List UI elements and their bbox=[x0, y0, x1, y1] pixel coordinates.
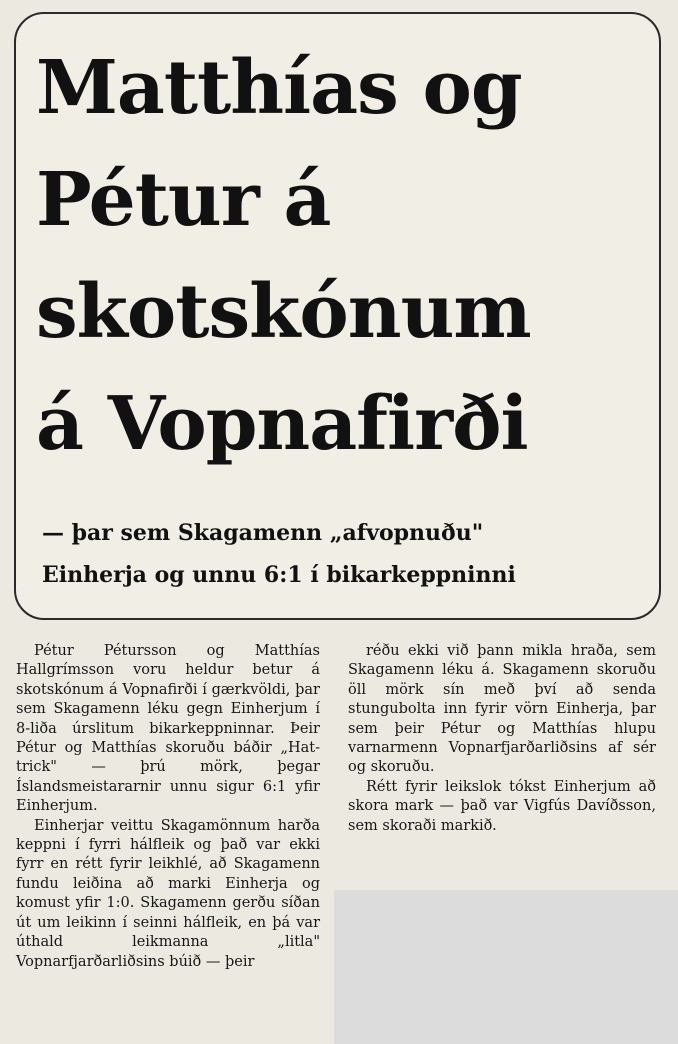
headline bbox=[36, 32, 646, 480]
article-paragraph: Einherjar veittu Skagamönnum harða keppni í fyrri hálfleik og það var ekki fyrr en rétt fyrir leikhlé, að Skagamenn fundu leiðina að marki Einherja og komust yfir 1:0. Skagamenn gerðu síðan út um leikinn í seinni hálfleik, en þá var úthald leikmanna „litla" Vopnarfjarðarliðsins búið — þeir bbox=[16, 817, 320, 970]
subheadline-line: Einherja og unnu 6:1 í bikarkeppninni bbox=[42, 562, 516, 588]
article-paragraph: Rétt fyrir leikslok tókst Einherjum að skora mark — það var Vigfús Davíðsson, sem skoraði markið. bbox=[348, 778, 656, 834]
subheadline bbox=[42, 512, 652, 596]
headline-line: á Vopnafirði bbox=[36, 381, 528, 467]
headline-line: Pétur á bbox=[36, 157, 331, 243]
blank-scan-area bbox=[334, 890, 678, 1044]
subheadline-line: — þar sem Skagamenn „afvopnuðu" bbox=[42, 520, 484, 546]
headline-line: skotskónum bbox=[36, 269, 531, 355]
article-paragraph: Pétur Pétursson og Matthías Hallgrímsson voru heldur betur á skotskónum á Vopnafirði í gærkvöldi, þar sem Skagamenn léku gegn Einherjum í 8-liða úrslitum bikarkeppninnar. Þeir Pétur og Matthías skoruðu báðir „Hat-trick" — þrú mörk, þegar Íslandsmeistararnir unnu sigur 6:1 yfir Einherjum. bbox=[16, 643, 320, 815]
article-paragraph: réðu ekki við þann mikla hraða, sem Skagamenn léku á. Skagamenn skoruðu öll mörk sín með því að senda stungubolta inn fyrir vörn Einherja, þar sem þeir Pétur og Matthías hlupu varnarmenn Vopnarfjarðarliðsins af sér og skoruðu. bbox=[348, 643, 656, 776]
headline-line: Matthías og bbox=[36, 45, 522, 131]
article-column-left bbox=[16, 642, 320, 972]
article-column-right bbox=[348, 642, 656, 836]
